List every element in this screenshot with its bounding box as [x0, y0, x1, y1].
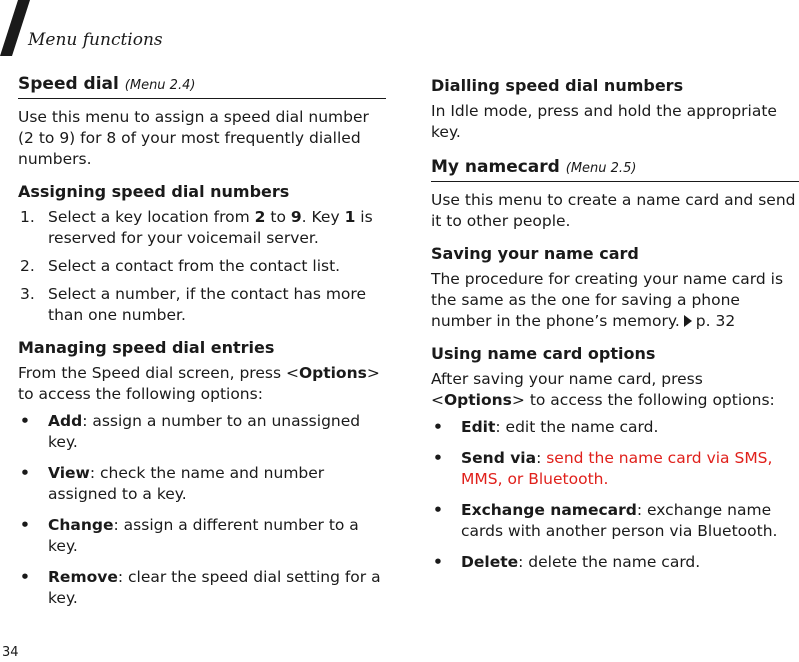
dialling-text: In Idle mode, press and hold the appropriate key.: [431, 102, 777, 141]
assigning-heading: Assigning speed dial numbers: [18, 182, 290, 201]
list-item: • Exchange namecard: exchange name cards with another person via Bluetooth.: [433, 501, 778, 540]
using-intro: After saving your name card, press <Options> to access the following options:: [431, 370, 775, 409]
using-heading: Using name card options: [431, 344, 656, 363]
my-namecard-menu-ref: (Menu 2.5): [565, 161, 637, 176]
speed-dial-options-list: [18, 411, 386, 609]
speed-dial-title: Speed dial: [18, 74, 119, 94]
dialling-heading: Dialling speed dial numbers: [431, 76, 684, 95]
namecard-options-list: [431, 417, 799, 573]
speed-dial-menu-ref: (Menu 2.4): [124, 78, 196, 93]
list-item: 1. Select a key location from 2 to 9. Key 1 is reserved for your voicemail server.: [20, 208, 373, 247]
list-item: • Delete: delete the name card.: [433, 553, 701, 571]
assign-steps-list: [18, 207, 386, 326]
list-item: • Change: assign a different number to a key.: [20, 516, 359, 555]
my-namecard-intro: Use this menu to create a name card and send it to other people.: [431, 191, 796, 230]
my-namecard-title: My namecard: [431, 157, 560, 177]
list-item: • View: check the name and number assigned to a key.: [20, 464, 325, 503]
list-item: • Remove: clear the speed dial setting for a key.: [20, 568, 381, 607]
list-item: 2. Select a contact from the contact list.: [20, 257, 341, 275]
page-reference-link[interactable]: p. 32: [695, 312, 736, 330]
saving-text: The procedure for creating your name card is the same as the one for saving a phone number in the phone’s memory. p. 32: [431, 270, 784, 330]
list-item: 3. Select a number, if the contact has more than one number.: [20, 285, 366, 324]
managing-intro: From the Speed dial screen, press <Options> to access the following options:: [18, 364, 380, 403]
saving-heading: Saving your name card: [431, 244, 639, 263]
list-item: • Add: assign a number to an unassigned key.: [20, 412, 361, 451]
right-column: [431, 74, 799, 583]
arrow-right-icon: [684, 315, 692, 327]
list-item: • Edit: edit the name card.: [433, 418, 659, 436]
my-namecard-heading: [431, 157, 799, 182]
speed-dial-heading: [18, 74, 386, 99]
list-item: • Send via: send the name card via SMS, MMS, or Bluetooth.: [433, 449, 773, 488]
page-number: 34: [2, 645, 19, 660]
managing-heading: Managing speed dial entries: [18, 338, 275, 357]
header-title: Menu functions: [28, 30, 163, 50]
speed-dial-intro: Use this menu to assign a speed dial number (2 to 9) for 8 of your most frequently dialled numbers.: [18, 108, 369, 168]
left-column: [18, 74, 386, 619]
